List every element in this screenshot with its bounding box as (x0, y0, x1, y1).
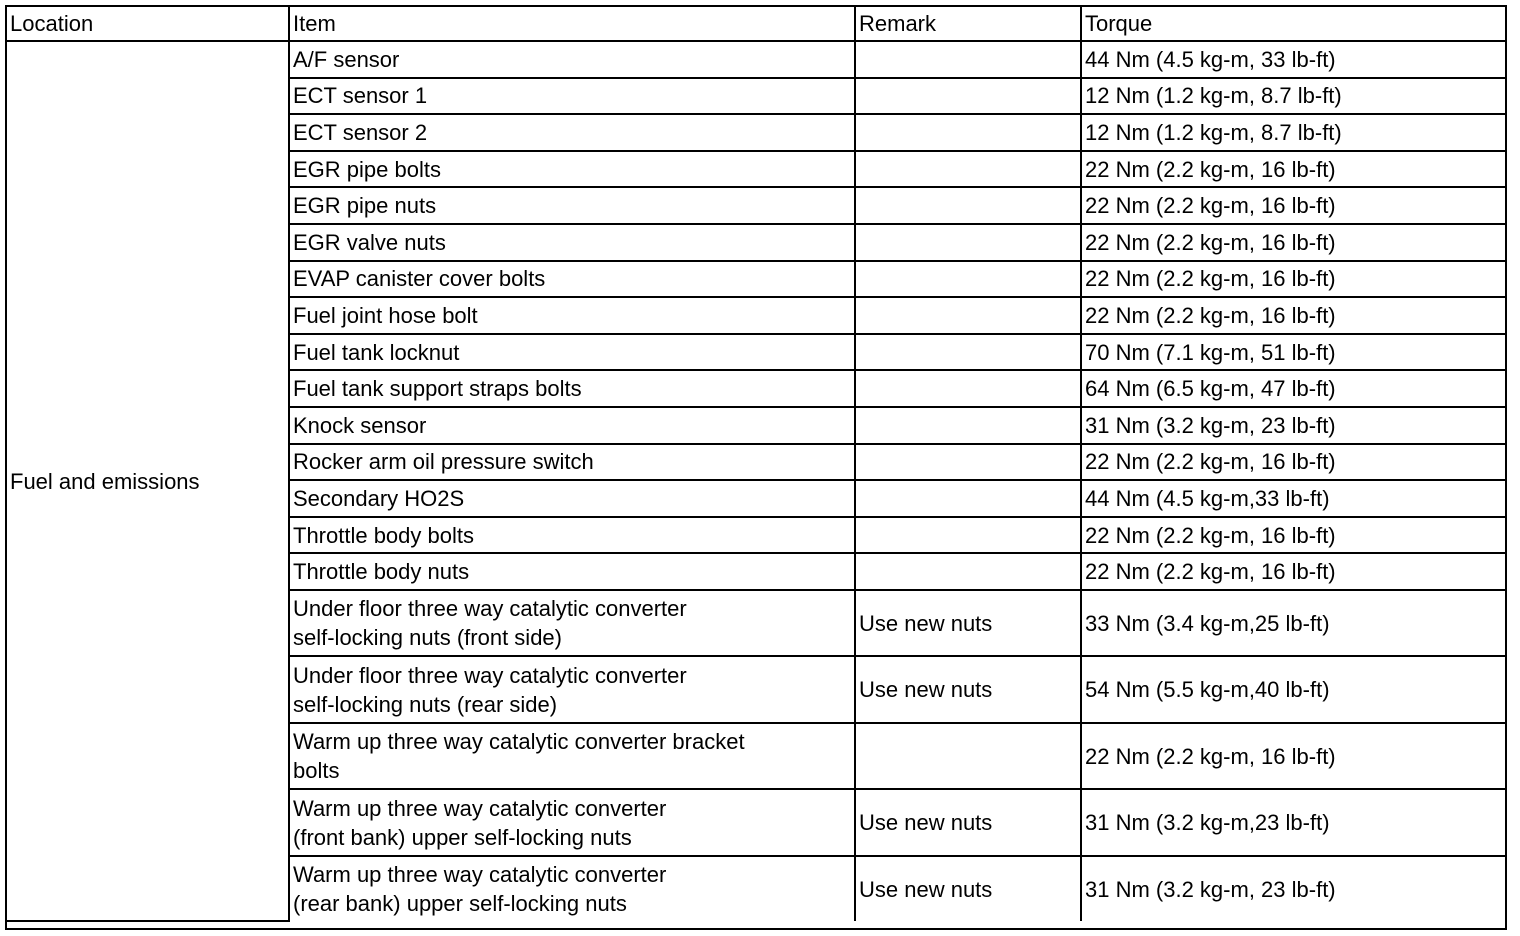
torque-cell: 12 Nm (1.2 kg-m, 8.7 lb-ft) (1081, 78, 1505, 115)
item-line: Fuel tank locknut (293, 339, 460, 365)
item-line: Fuel tank support straps bolts (293, 376, 582, 402)
remark-cell (855, 78, 1081, 115)
torque-cell: 31 Nm (3.2 kg-m, 23 lb-ft) (1081, 856, 1505, 922)
item-line: A/F sensor (293, 46, 400, 72)
header-item: Item (289, 7, 855, 41)
remark-cell (855, 370, 1081, 407)
item-cell (289, 41, 855, 78)
remark-cell: Use new nuts (855, 789, 1081, 856)
item-line: Rocker arm oil pressure switch (293, 449, 594, 475)
item-line: bolts (293, 758, 340, 784)
remark-cell (855, 114, 1081, 151)
torque-cell: 22 Nm (2.2 kg-m, 16 lb-ft) (1081, 444, 1505, 481)
item-cell (289, 656, 855, 723)
item-line: Under floor three way catalytic converter (293, 596, 687, 622)
torque-cell: 54 Nm (5.5 kg-m,40 lb-ft) (1081, 656, 1505, 723)
torque-cell: 64 Nm (6.5 kg-m, 47 lb-ft) (1081, 370, 1505, 407)
item-line: Fuel joint hose bolt (293, 302, 478, 328)
remark-cell (855, 723, 1081, 790)
item-cell (289, 334, 855, 371)
item-cell (289, 297, 855, 334)
item-cell (289, 856, 855, 922)
item-cell (289, 517, 855, 554)
location-cell: Fuel and emissions (7, 41, 289, 921)
item-cell (289, 78, 855, 115)
remark-cell (855, 297, 1081, 334)
remark-cell (855, 224, 1081, 261)
torque-spec-table-frame (5, 5, 1507, 930)
item-cell (289, 407, 855, 444)
item-cell (289, 444, 855, 481)
item-line: Under floor three way catalytic converter (293, 662, 687, 688)
item-cell (289, 114, 855, 151)
item-cell (289, 789, 855, 856)
torque-cell: 22 Nm (2.2 kg-m, 16 lb-ft) (1081, 151, 1505, 188)
item-cell (289, 553, 855, 590)
remark-cell (855, 187, 1081, 224)
header-remark: Remark (855, 7, 1081, 41)
item-cell (289, 224, 855, 261)
torque-cell: 22 Nm (2.2 kg-m, 16 lb-ft) (1081, 553, 1505, 590)
torque-cell: 44 Nm (4.5 kg-m,33 lb-ft) (1081, 480, 1505, 517)
item-line: self-locking nuts (front side) (293, 625, 562, 651)
item-line: EGR pipe nuts (293, 193, 437, 219)
torque-cell: 31 Nm (3.2 kg-m,23 lb-ft) (1081, 789, 1505, 856)
item-line: Secondary HO2S (293, 485, 465, 511)
header-location: Location (7, 7, 289, 41)
torque-cell: 22 Nm (2.2 kg-m, 16 lb-ft) (1081, 517, 1505, 554)
item-cell (289, 151, 855, 188)
item-line: ECT sensor 2 (293, 119, 428, 145)
torque-cell: 31 Nm (3.2 kg-m, 23 lb-ft) (1081, 407, 1505, 444)
item-line: Warm up three way catalytic converter (293, 795, 667, 821)
item-cell (289, 261, 855, 298)
item-line: EVAP canister cover bolts (293, 266, 546, 292)
torque-cell: 22 Nm (2.2 kg-m, 16 lb-ft) (1081, 187, 1505, 224)
remark-cell (855, 407, 1081, 444)
remark-cell (855, 444, 1081, 481)
item-line: EGR pipe bolts (293, 156, 441, 182)
remark-cell (855, 334, 1081, 371)
remark-cell (855, 261, 1081, 298)
torque-spec-table (7, 7, 1505, 922)
torque-cell: 70 Nm (7.1 kg-m, 51 lb-ft) (1081, 334, 1505, 371)
item-line: (front bank) upper self-locking nuts (293, 824, 632, 850)
table-row (7, 41, 1505, 78)
item-cell (289, 723, 855, 790)
item-cell (289, 187, 855, 224)
remark-cell: Use new nuts (855, 590, 1081, 657)
item-line: ECT sensor 1 (293, 83, 428, 109)
remark-cell (855, 553, 1081, 590)
torque-cell: 22 Nm (2.2 kg-m, 16 lb-ft) (1081, 723, 1505, 790)
item-line: Throttle body nuts (293, 559, 470, 585)
torque-cell: 12 Nm (1.2 kg-m, 8.7 lb-ft) (1081, 114, 1505, 151)
remark-cell (855, 41, 1081, 78)
header-torque: Torque (1081, 7, 1505, 41)
item-line: self-locking nuts (rear side) (293, 691, 558, 717)
torque-cell: 22 Nm (2.2 kg-m, 16 lb-ft) (1081, 261, 1505, 298)
remark-cell: Use new nuts (855, 856, 1081, 922)
remark-cell (855, 517, 1081, 554)
item-line: Warm up three way catalytic converter bracket (293, 729, 745, 755)
item-line: (rear bank) upper self-locking nuts (293, 891, 627, 917)
item-cell (289, 370, 855, 407)
torque-cell: 44 Nm (4.5 kg-m, 33 lb-ft) (1081, 41, 1505, 78)
item-line: Warm up three way catalytic converter (293, 862, 667, 888)
remark-cell: Use new nuts (855, 656, 1081, 723)
header-row (7, 7, 1505, 41)
torque-cell: 22 Nm (2.2 kg-m, 16 lb-ft) (1081, 224, 1505, 261)
item-line: EGR valve nuts (293, 229, 446, 255)
item-cell (289, 480, 855, 517)
torque-cell: 33 Nm (3.4 kg-m,25 lb-ft) (1081, 590, 1505, 657)
item-cell (289, 590, 855, 657)
remark-cell (855, 480, 1081, 517)
item-line: Knock sensor (293, 412, 427, 438)
torque-cell: 22 Nm (2.2 kg-m, 16 lb-ft) (1081, 297, 1505, 334)
item-line: Throttle body bolts (293, 522, 474, 548)
remark-cell (855, 151, 1081, 188)
